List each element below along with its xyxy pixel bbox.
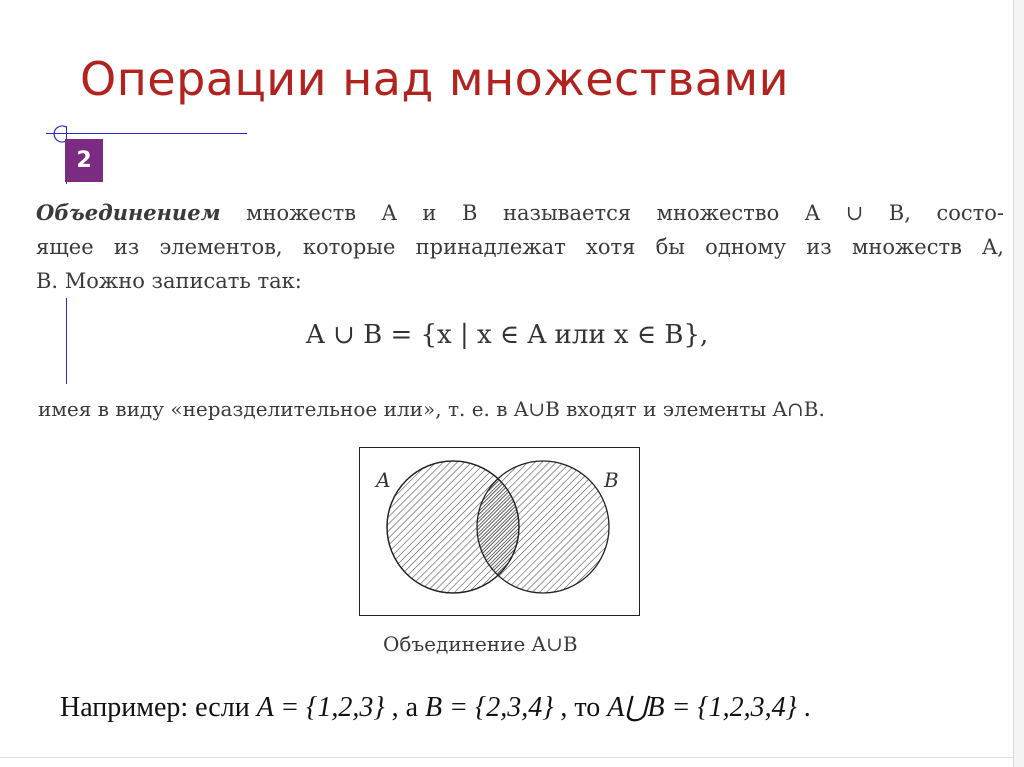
venn-diagram <box>359 447 640 616</box>
definition-line-3: B. Можно записать так: <box>36 269 302 293</box>
example-set-a: A = {1,2,3} <box>256 692 385 723</box>
definition-line-1-text: множеств A и B называется множество A ∪ B, состо- <box>220 201 1004 225</box>
union-formula: A ∪ B = {x | x ∈ A или x ∈ B}, <box>306 320 709 350</box>
slide-number-badge: 2 <box>65 139 103 182</box>
definition-term: Объединением <box>36 200 221 225</box>
venn-label-a: A <box>376 468 391 492</box>
decor-vertical-line-lower <box>66 298 67 384</box>
example-line <box>60 690 811 724</box>
example-end: . <box>803 692 811 723</box>
slide-title: Операции над множествами <box>80 52 790 106</box>
example-result: A⋃B = {1,2,3,4} <box>607 692 797 723</box>
definition-paragraph <box>36 196 1004 298</box>
definition-line-1 <box>36 196 1004 230</box>
slide-bottom-edge <box>0 757 1014 758</box>
example-then: , то <box>560 692 608 723</box>
venn-caption: Объединение A∪B <box>383 632 578 656</box>
definition-line-2: ящее из элементов, которые принадлежат хотя бы одному из множеств A, <box>36 235 1004 259</box>
example-set-b: B = {2,3,4} <box>425 692 554 723</box>
example-middle: , а <box>391 692 426 723</box>
venn-label-b: B <box>604 468 619 492</box>
decor-horizontal-line <box>46 133 247 134</box>
slide-edge-shadow <box>1014 0 1024 767</box>
example-prefix: Например: если <box>60 692 257 723</box>
inclusive-or-note: имея в виду «неразделительное или», т. е. в A∪B входят и элементы A∩B. <box>38 397 825 421</box>
